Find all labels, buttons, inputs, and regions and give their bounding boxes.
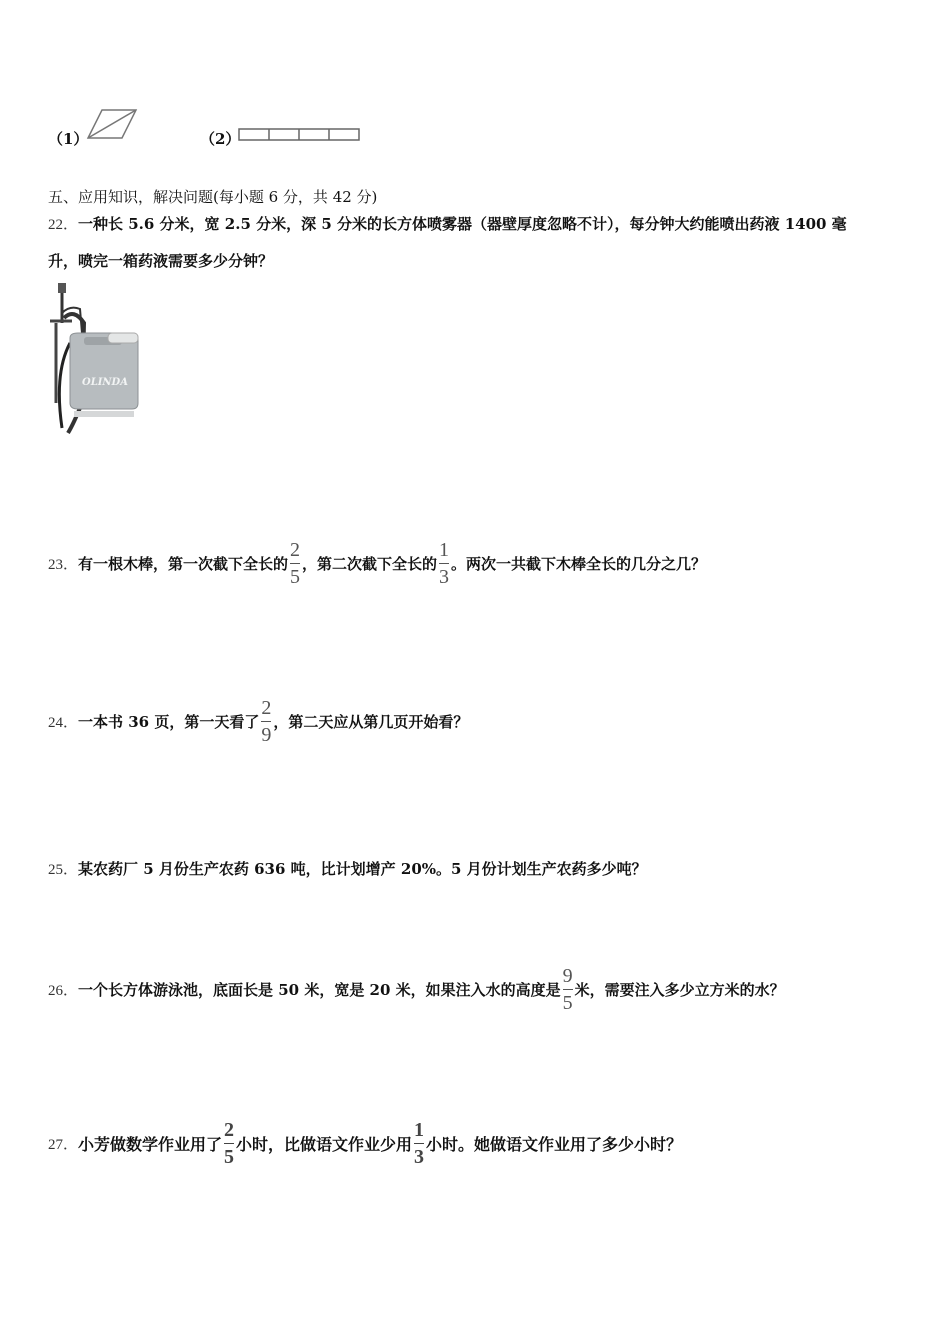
section-heading: 五、应用知识，解决问题(每小题 6 分，共 42 分) [48,188,378,206]
question-number: 24． [48,715,79,731]
sprayer-brand: OLINDA [82,377,128,388]
question-23 [48,540,706,587]
question-text-part2: 小时，比做语文作业少用 [236,1135,413,1154]
question-number: 23． [48,557,79,573]
question-text-part2: ，第二次截下全长的 [302,555,438,573]
question-text: 一种长 5.6 分米，宽 2.5 分米，深 5 分米的长方体喷雾器（器壁厚度忽略不计），每分钟大约能喷出药液 1400 毫 [78,215,847,233]
question-text-part2: 米，需要注入多少立方米的水？ [574,981,785,999]
fraction: $\frac{9}{5}$ [562,965,573,1014]
figure-label-2: （2） [200,130,241,148]
question-text-part1: 小芳做数学作业用了 [78,1135,223,1154]
fraction: $\frac{1}{3}$ [439,539,450,588]
question-24 [48,698,468,745]
figure-label-1: （1） [48,130,89,148]
question-number: 26． [48,983,79,999]
fraction: $\frac{2}{5}$ [224,1119,235,1168]
question-text-part1: 一个长方体游泳池，底面长是 50 米，宽是 20 米，如果注入水的高度是 [78,981,561,999]
question-number: 22． [48,217,79,233]
question-text-part3: 。两次一共截下木棒全长的几分之几？ [451,555,707,573]
fraction: $\frac{2}{5}$ [290,539,301,588]
question-number: 27． [48,1137,79,1153]
question-text-part3: 小时。她做语文作业用了多少小时？ [426,1135,683,1154]
fraction: $\frac{1}{3}$ [414,1119,425,1168]
question-27 [48,1120,682,1167]
parallelogram-figure [86,108,140,142]
question-22-line2: 升，喷完一箱药液需要多少分钟？ [48,252,274,270]
sprayer-image [44,283,144,438]
fraction: $\frac{2}{9}$ [261,697,272,746]
question-text-part2: ，第二天应从第几页开始看？ [273,713,469,731]
question-22-line1 [48,213,847,234]
question-25 [48,858,647,879]
rectangle-strip-figure [238,126,362,144]
question-26 [48,966,785,1013]
question-text-part1: 一本书 36 页，第一天看了 [78,713,260,731]
question-text-part1: 有一根木棒，第一次截下全长的 [78,555,289,573]
question-text: 某农药厂 5 月份生产农药 636 吨，比计划增产 20%。5 月份计划生产农药多少吨？ [78,860,647,878]
question-number: 25． [48,862,79,878]
